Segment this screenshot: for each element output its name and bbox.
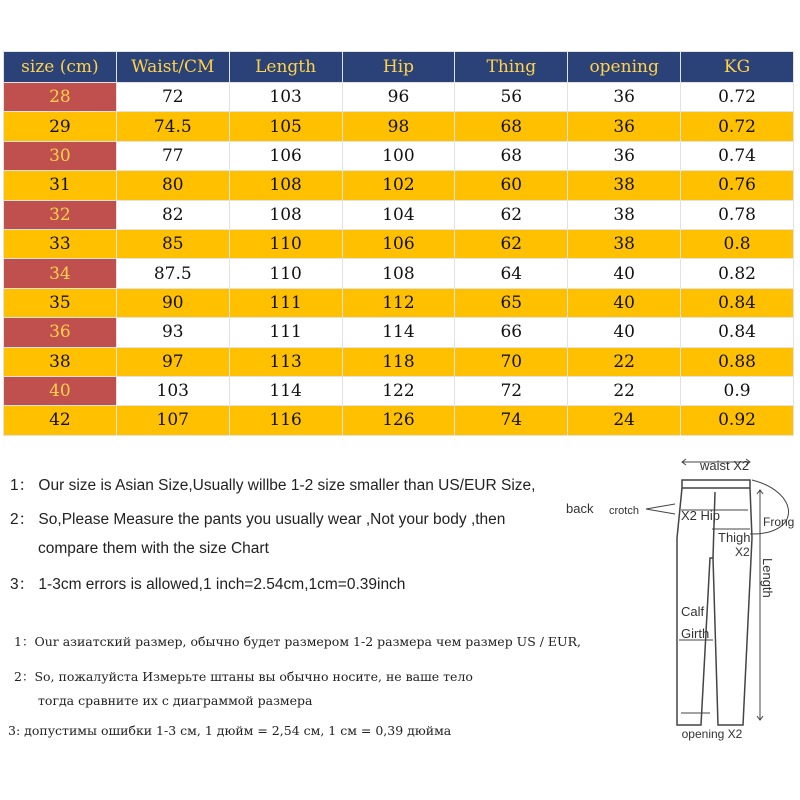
table-cell: 104 [342, 200, 455, 229]
table-body [4, 83, 794, 436]
table-cell: 36 [568, 83, 681, 112]
table-cell: 90 [116, 288, 229, 317]
table-cell: 36 [568, 112, 681, 141]
table-cell: 0.78 [681, 200, 794, 229]
table-cell: 22 [568, 347, 681, 376]
size-cell: 35 [4, 288, 117, 317]
table-cell: 93 [116, 318, 229, 347]
size-cell: 34 [4, 259, 117, 288]
diagram-label-girth: Girth [681, 626, 710, 641]
diagram-label-hip: X2 Hip [681, 508, 721, 523]
table-row [4, 112, 794, 141]
table-cell: 68 [455, 141, 568, 170]
table-cell: 0.88 [681, 347, 794, 376]
column-header: Hip [342, 52, 455, 83]
table-cell: 108 [229, 200, 342, 229]
diagram-label-frong: Frong [763, 515, 795, 529]
table-cell: 22 [568, 376, 681, 405]
table-row [4, 200, 794, 229]
table-cell: 118 [342, 347, 455, 376]
table-cell: 62 [455, 200, 568, 229]
table-cell: 0.72 [681, 112, 794, 141]
table-cell: 68 [455, 112, 568, 141]
table-row [4, 141, 794, 170]
table-cell: 38 [568, 229, 681, 258]
table-cell: 110 [229, 229, 342, 258]
table-cell: 98 [342, 112, 455, 141]
table-cell: 102 [342, 171, 455, 200]
table-cell: 116 [229, 406, 342, 435]
size-cell: 31 [4, 171, 117, 200]
diagram-label-waist: waist X2 [700, 458, 750, 473]
diagram-label-thigh: Thigh [718, 530, 751, 545]
table-cell: 105 [229, 112, 342, 141]
table-cell: 77 [116, 141, 229, 170]
table-cell: 106 [342, 229, 455, 258]
size-cell: 32 [4, 200, 117, 229]
table-cell: 96 [342, 83, 455, 112]
table-cell: 38 [568, 200, 681, 229]
table-cell: 0.74 [681, 141, 794, 170]
note-ru-3: 3: допустимы ошибки 1-3 см, 1 дюйм = 2,54 см, 1 см = 0,39 дюйма [8, 723, 452, 738]
note-ru-2: 2：So, пожалуйста Измерьте штаны вы обычно носите, не ваше тело [14, 669, 473, 684]
table-cell: 40 [568, 318, 681, 347]
size-chart-table [3, 51, 794, 436]
table-cell: 74.5 [116, 112, 229, 141]
table-cell: 122 [342, 376, 455, 405]
table-cell: 36 [568, 141, 681, 170]
table-row [4, 229, 794, 258]
table-header-row [4, 52, 794, 83]
table-cell: 56 [455, 83, 568, 112]
size-cell: 29 [4, 112, 117, 141]
table-cell: 38 [568, 171, 681, 200]
table-row [4, 288, 794, 317]
table-cell: 0.76 [681, 171, 794, 200]
table-cell: 0.92 [681, 406, 794, 435]
table-cell: 112 [342, 288, 455, 317]
table-row [4, 259, 794, 288]
table-cell: 40 [568, 259, 681, 288]
table-cell: 100 [342, 141, 455, 170]
table-cell: 103 [229, 83, 342, 112]
table-cell: 87.5 [116, 259, 229, 288]
column-header: Length [229, 52, 342, 83]
table-cell: 0.9 [681, 376, 794, 405]
table-cell: 65 [455, 288, 568, 317]
note-en-3: 3： 1-3cm errors is allowed,1 inch=2.54cm,1cm=0.39inch [10, 576, 406, 593]
diagram-label-calf: Calf [681, 604, 705, 619]
table-cell: 110 [229, 259, 342, 288]
table-cell: 70 [455, 347, 568, 376]
size-cell: 40 [4, 376, 117, 405]
size-cell: 28 [4, 83, 117, 112]
diagram-label-opening: opening X2 [681, 727, 743, 741]
table-cell: 108 [229, 171, 342, 200]
table-cell: 114 [229, 376, 342, 405]
table-row [4, 83, 794, 112]
table-cell: 85 [116, 229, 229, 258]
diagram-label-length: Length [760, 558, 775, 598]
size-cell: 42 [4, 406, 117, 435]
table-cell: 24 [568, 406, 681, 435]
diagram-label-thigh-x2: X2 [735, 545, 750, 559]
table-cell: 107 [116, 406, 229, 435]
note-en-2: 2： So,Please Measure the pants you usually wear ,Not your body ,then [10, 511, 506, 528]
note-ru-1: 1：Our азиатский размер, обычно будет размером 1-2 размера чем размер US / EUR, [14, 634, 581, 649]
table-cell: 66 [455, 318, 568, 347]
table-cell: 72 [116, 83, 229, 112]
size-cell: 33 [4, 229, 117, 258]
note-en-1: 1： Our size is Asian Size,Usually willbe 1-2 size smaller than US/EUR Size, [10, 477, 536, 494]
table-cell: 0.84 [681, 288, 794, 317]
size-cell: 36 [4, 318, 117, 347]
table-cell: 0.8 [681, 229, 794, 258]
table-cell: 111 [229, 318, 342, 347]
table-cell: 103 [116, 376, 229, 405]
column-header: size (cm) [4, 52, 117, 83]
table-cell: 74 [455, 406, 568, 435]
table-cell: 114 [342, 318, 455, 347]
table-row [4, 347, 794, 376]
column-header: opening [568, 52, 681, 83]
table-cell: 126 [342, 406, 455, 435]
table-cell: 82 [116, 200, 229, 229]
size-cell: 30 [4, 141, 117, 170]
table-row [4, 318, 794, 347]
table-cell: 0.84 [681, 318, 794, 347]
table-cell: 111 [229, 288, 342, 317]
column-header: Thing [455, 52, 568, 83]
table-cell: 60 [455, 171, 568, 200]
table-cell: 72 [455, 376, 568, 405]
column-header: Waist/CM [116, 52, 229, 83]
table-cell: 40 [568, 288, 681, 317]
table-row [4, 376, 794, 405]
diagram-label-crotch: crotch [609, 505, 639, 517]
table-cell: 0.82 [681, 259, 794, 288]
table-cell: 80 [116, 171, 229, 200]
table-cell: 0.72 [681, 83, 794, 112]
table-cell: 108 [342, 259, 455, 288]
table-cell: 62 [455, 229, 568, 258]
note-ru-2-cont: тогда сравните их с диаграммой размера [38, 693, 313, 708]
size-cell: 38 [4, 347, 117, 376]
table-row [4, 171, 794, 200]
note-en-2-cont: compare them with the size Chart [38, 540, 269, 557]
table-cell: 113 [229, 347, 342, 376]
table-row [4, 406, 794, 435]
pants-measurement-diagram [560, 450, 800, 795]
column-header: KG [681, 52, 794, 83]
table-cell: 97 [116, 347, 229, 376]
table-cell: 106 [229, 141, 342, 170]
diagram-label-back: back [566, 501, 594, 516]
table-cell: 64 [455, 259, 568, 288]
